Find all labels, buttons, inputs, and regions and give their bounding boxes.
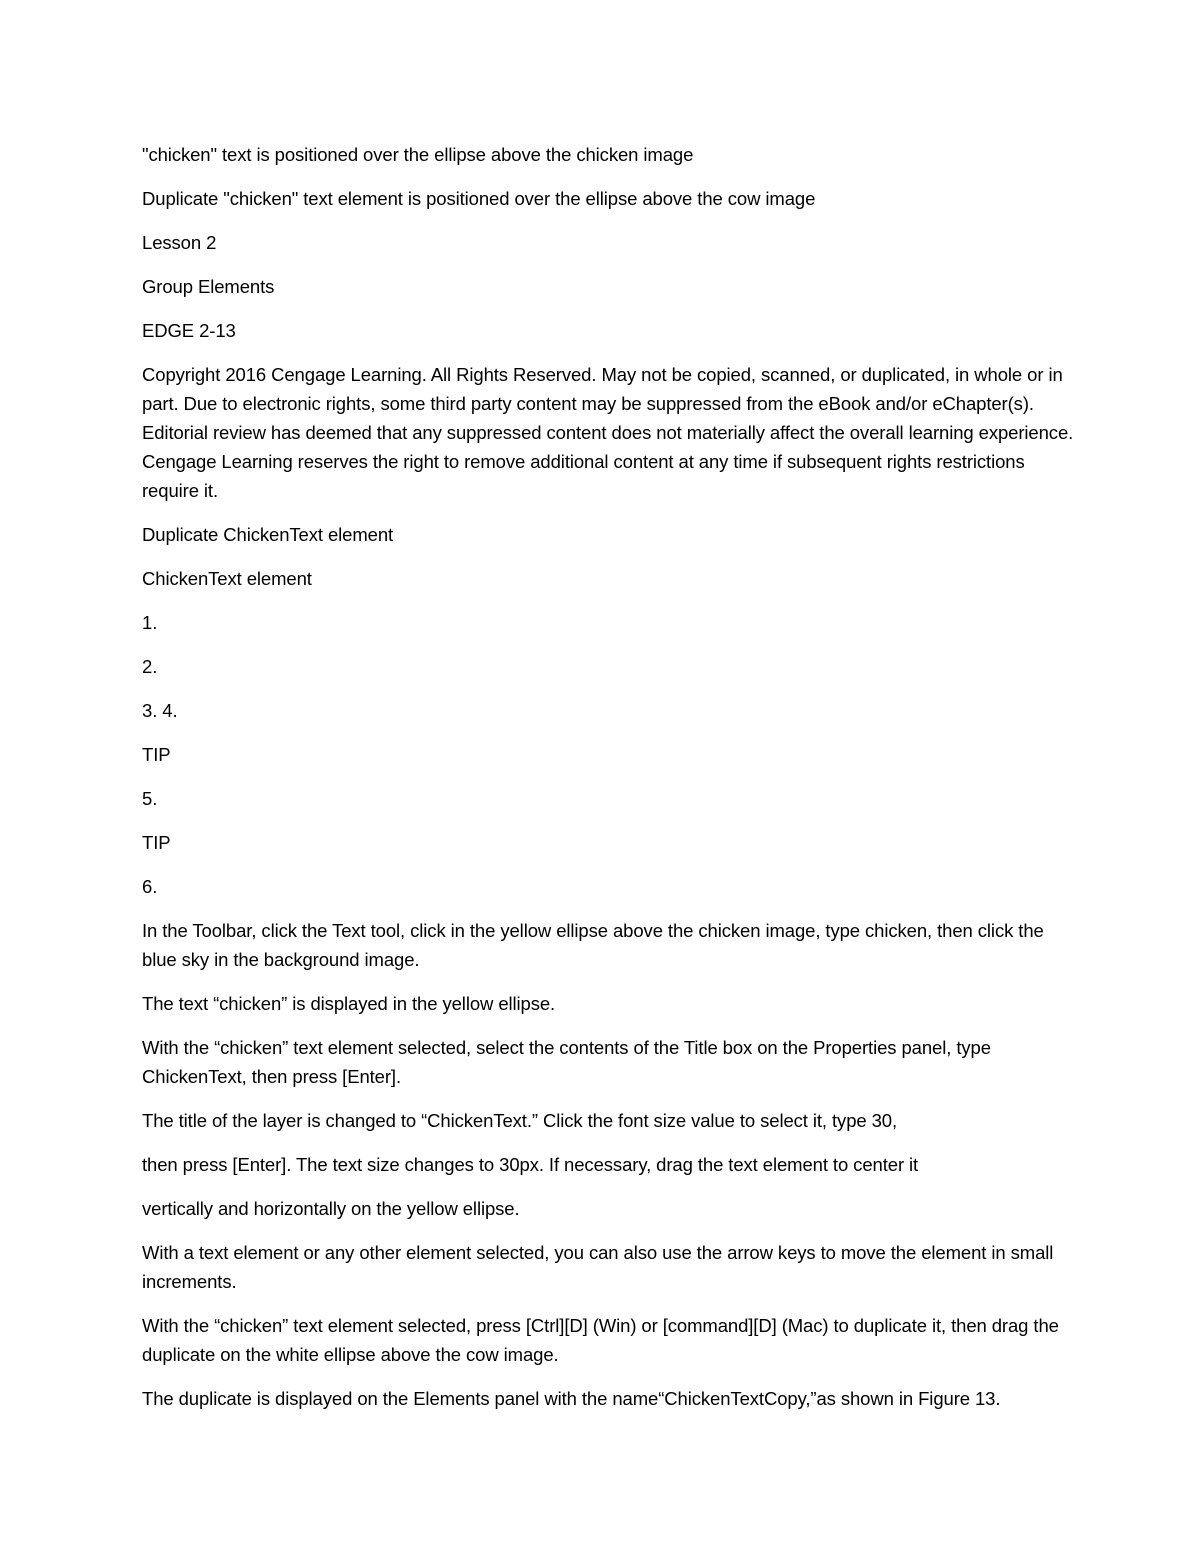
copyright-notice: Copyright 2016 Cengage Learning. All Rights Reserved. May not be copied, scanned, or duplicated, in whole or in part. Due to electronic rights, some third party content may be suppressed from the eBook and/or eChapter(s). Editorial review has deemed that any suppressed content does not materially affect the overall learning experience. Cengage Learning reserves the right to remove additional content at any time if subsequent rights restrictions require it. (142, 364, 1074, 501)
step-number-3-4: 3. 4. (142, 700, 178, 721)
step-2-instruction: With the “chicken” text element selected, select the contents of the Title box on the Properties panel, type ChickenText, then press [Enter]. (142, 1037, 991, 1087)
callout-chickentext: ChickenText element (142, 568, 312, 589)
step-3-line-1: The title of the layer is changed to “ChickenText.” Click the font size value to select it, type 30, (142, 1110, 898, 1131)
tip-label-1: TIP (142, 744, 171, 765)
step-number-6: 6. (142, 876, 158, 897)
step-3-line-2: then press [Enter]. The text size changes to 30px. If necessary, drag the text element to center it (142, 1154, 919, 1175)
step-number-2: 2. (142, 656, 158, 677)
step-number-1: 1. (142, 612, 158, 633)
step-3-line-3: vertically and horizontally on the yellow ellipse. (142, 1198, 520, 1219)
step-1-instruction: In the Toolbar, click the Text tool, click in the yellow ellipse above the chicken image, type chicken, then click the blue sky in the background image. (142, 920, 1044, 970)
caption-chicken-text: "chicken" text is positioned over the ellipse above the chicken image (142, 144, 694, 165)
step-6-result: The duplicate is displayed on the Elements panel with the name“ChickenTextCopy,”as shown in Figure 13. (142, 1388, 1001, 1409)
step-5-instruction: With the “chicken” text element selected, press [Ctrl][D] (Win) or [command][D] (Mac) to duplicate it, then drag the duplicate on the white ellipse above the cow image. (142, 1315, 1059, 1365)
lesson-label: Lesson 2 (142, 232, 217, 253)
step-1-result: The text “chicken” is displayed in the yellow ellipse. (142, 993, 556, 1014)
tip-text: With a text element or any other element selected, you can also use the arrow keys to move the element in small increments. (142, 1242, 1054, 1292)
caption-duplicate-chicken-text: Duplicate "chicken" text element is positioned over the ellipse above the cow image (142, 188, 816, 209)
page-number: EDGE 2-13 (142, 320, 236, 341)
document-page (142, 140, 1082, 1428)
tip-label-2: TIP (142, 832, 171, 853)
callout-duplicate-chickentext: Duplicate ChickenText element (142, 524, 394, 545)
step-number-5: 5. (142, 788, 158, 809)
lesson-title: Group Elements (142, 276, 275, 297)
